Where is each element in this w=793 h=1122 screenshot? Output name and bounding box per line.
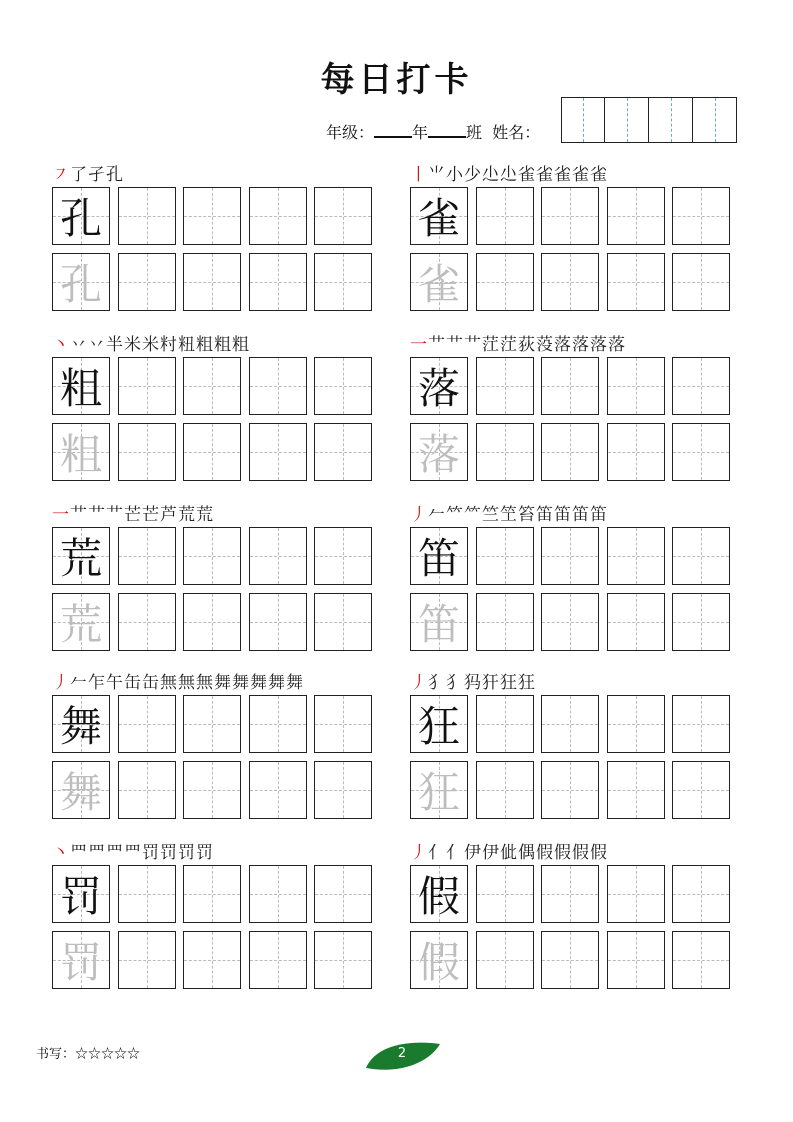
stroke-step: 艹 — [428, 335, 446, 355]
practice-cell[interactable] — [183, 593, 241, 651]
stroke-step: 粈 — [178, 335, 196, 355]
stroke-step: 艹 — [446, 335, 464, 355]
practice-cell[interactable] — [249, 761, 307, 819]
stroke-step: 犸 — [464, 673, 482, 693]
stroke-step: 雀 — [518, 165, 536, 185]
stroke-step: 粗 — [214, 335, 232, 355]
stroke-step: 亻 — [428, 843, 446, 863]
stroke-step: 艹 — [88, 505, 106, 525]
trace-cell — [52, 253, 110, 311]
student-info — [326, 120, 540, 143]
stroke-step: 雀 — [572, 165, 590, 185]
practice-cell[interactable] — [249, 187, 307, 245]
practice-cell[interactable] — [672, 423, 730, 481]
trace-character: 罚 — [59, 938, 102, 987]
stroke-order — [52, 330, 250, 355]
stroke-step: 丿 — [410, 505, 428, 525]
stroke-step: 丨 — [410, 165, 428, 185]
stroke-step: 孔 — [106, 165, 124, 185]
stroke-step: 尐 — [500, 165, 518, 185]
model-cell — [410, 527, 468, 585]
stroke-step: 芒 — [124, 505, 142, 525]
practice-cell[interactable] — [118, 187, 176, 245]
practice-cell[interactable] — [476, 187, 534, 245]
practice-cell[interactable] — [607, 253, 665, 311]
stroke-order — [410, 500, 608, 525]
stroke-order — [410, 160, 608, 185]
model-character: 假 — [417, 872, 460, 921]
practice-cell[interactable] — [183, 357, 241, 415]
trace-cell — [410, 253, 468, 311]
trace-character: 狂 — [417, 768, 460, 817]
stroke-step: 荒 — [178, 505, 196, 525]
stroke-step: 罒 — [88, 843, 106, 863]
stroke-step: 罒 — [106, 843, 124, 863]
stroke-step: 亻 — [446, 843, 464, 863]
page-number: 2 — [397, 1046, 407, 1061]
practice-cell[interactable] — [607, 187, 665, 245]
practice-cell[interactable] — [314, 695, 372, 753]
stroke-step: 佌 — [500, 843, 518, 863]
practice-cell[interactable] — [118, 593, 176, 651]
stroke-step: 罚 — [160, 843, 178, 863]
stroke-step: 缶 — [142, 673, 160, 693]
trace-character: 粗 — [59, 430, 102, 479]
stroke-step: 犴 — [482, 673, 500, 693]
trace-character: 荒 — [59, 600, 102, 649]
practice-cell[interactable] — [672, 187, 730, 245]
practice-cell[interactable] — [183, 695, 241, 753]
name-label: 姓名： — [492, 123, 541, 142]
practice-cell[interactable] — [314, 253, 372, 311]
practice-cell[interactable] — [672, 253, 730, 311]
practice-cell[interactable] — [541, 761, 599, 819]
trace-character: 笛 — [417, 600, 460, 649]
practice-cell[interactable] — [314, 423, 372, 481]
practice-cell[interactable] — [607, 761, 665, 819]
stroke-step: 舞 — [214, 673, 232, 693]
rating-stars[interactable]: ☆☆☆☆☆ — [75, 1047, 141, 1062]
stroke-step: 艹 — [106, 505, 124, 525]
stroke-step: 少 — [464, 165, 482, 185]
stroke-step: 缶 — [124, 673, 142, 693]
trace-cell — [52, 931, 110, 989]
stroke-step: 粗 — [196, 335, 214, 355]
stroke-step: 舞 — [250, 673, 268, 693]
stroke-step: 莈 — [536, 335, 554, 355]
practice-cell[interactable] — [183, 527, 241, 585]
practice-cell[interactable] — [314, 761, 372, 819]
name-box-cell[interactable] — [693, 97, 737, 143]
stroke-step: 雀 — [536, 165, 554, 185]
stroke-step: ⺌ — [428, 165, 446, 185]
trace-character: 假 — [417, 938, 460, 987]
practice-cell[interactable] — [607, 593, 665, 651]
stroke-step: 笛 — [572, 505, 590, 525]
trace-cell — [52, 423, 110, 481]
trace-cell — [410, 931, 468, 989]
model-cell — [52, 527, 110, 585]
practice-cell[interactable] — [607, 527, 665, 585]
stroke-step: 罒 — [70, 843, 88, 863]
stroke-step: 尐 — [482, 165, 500, 185]
stroke-step: 假 — [536, 843, 554, 863]
stroke-step: 丿 — [410, 673, 428, 693]
stroke-step: 笁 — [500, 505, 518, 525]
model-cell — [52, 357, 110, 415]
practice-cell[interactable] — [672, 357, 730, 415]
stroke-step: 粗 — [232, 335, 250, 355]
practice-cell[interactable] — [183, 253, 241, 311]
stroke-step: 無 — [160, 673, 178, 693]
stroke-step: 假 — [590, 843, 608, 863]
stroke-step: ㇇ — [52, 165, 70, 185]
stroke-step: 芦 — [160, 505, 178, 525]
stroke-step: 乍 — [88, 673, 106, 693]
stroke-step: 罚 — [178, 843, 196, 863]
practice-cell[interactable] — [476, 761, 534, 819]
stroke-step: 𠂉 — [428, 505, 446, 525]
model-character: 狂 — [417, 702, 460, 751]
writing-label: 书写： — [36, 1047, 76, 1062]
practice-cell[interactable] — [249, 695, 307, 753]
practice-cell[interactable] — [476, 423, 534, 481]
practice-cell[interactable] — [249, 253, 307, 311]
stroke-step: 孑 — [88, 165, 106, 185]
stroke-step: 狂 — [500, 673, 518, 693]
trace-character: 孔 — [59, 260, 102, 309]
stroke-step: 舞 — [232, 673, 250, 693]
stroke-order — [410, 668, 536, 693]
stroke-order — [52, 838, 214, 863]
stroke-step: 茳 — [500, 335, 518, 355]
stroke-step: 米 — [124, 335, 142, 355]
model-character: 孔 — [59, 194, 102, 243]
model-cell — [52, 187, 110, 245]
practice-cell[interactable] — [249, 593, 307, 651]
practice-cell[interactable] — [314, 357, 372, 415]
stroke-order — [52, 160, 124, 185]
stroke-step: 舞 — [268, 673, 286, 693]
practice-cell[interactable] — [183, 187, 241, 245]
stroke-step: 籿 — [160, 335, 178, 355]
stroke-step: 𠂉 — [70, 673, 88, 693]
stroke-step: 了 — [70, 165, 88, 185]
stroke-order — [410, 838, 608, 863]
practice-cell[interactable] — [541, 527, 599, 585]
practice-cell[interactable] — [672, 761, 730, 819]
grade-label: 年级： — [326, 123, 375, 142]
stroke-step: 笛 — [554, 505, 572, 525]
practice-cell[interactable] — [607, 357, 665, 415]
practice-cell[interactable] — [541, 931, 599, 989]
practice-cell[interactable] — [314, 187, 372, 245]
practice-cell[interactable] — [672, 527, 730, 585]
practice-cell[interactable] — [541, 865, 599, 923]
practice-cell[interactable] — [314, 931, 372, 989]
practice-cell[interactable] — [607, 865, 665, 923]
practice-cell[interactable] — [672, 865, 730, 923]
model-cell — [410, 865, 468, 923]
practice-cell[interactable] — [249, 931, 307, 989]
model-character: 罚 — [59, 872, 102, 921]
stroke-step: 艹 — [464, 335, 482, 355]
stroke-step: 無 — [178, 673, 196, 693]
stroke-step: 半 — [106, 335, 124, 355]
stroke-order — [52, 500, 214, 525]
stroke-step: 一 — [410, 335, 428, 355]
stroke-step: 荒 — [196, 505, 214, 525]
name-box-cell[interactable] — [561, 97, 605, 143]
practice-cell[interactable] — [118, 865, 176, 923]
practice-cell[interactable] — [118, 761, 176, 819]
stroke-step: 罚 — [196, 843, 214, 863]
practice-cell[interactable] — [249, 527, 307, 585]
stroke-order — [52, 668, 304, 693]
trace-cell — [410, 761, 468, 819]
practice-cell[interactable] — [118, 357, 176, 415]
stroke-step: ⺮ — [464, 505, 482, 525]
practice-cell[interactable] — [541, 253, 599, 311]
stroke-step: 丶 — [52, 335, 70, 355]
stroke-step: 假 — [554, 843, 572, 863]
trace-character: 舞 — [59, 768, 102, 817]
practice-cell[interactable] — [541, 593, 599, 651]
name-box-cell[interactable] — [649, 97, 693, 143]
practice-cell[interactable] — [183, 931, 241, 989]
class-blank[interactable] — [428, 122, 466, 138]
practice-cell[interactable] — [607, 695, 665, 753]
practice-cell[interactable] — [183, 761, 241, 819]
practice-cell[interactable] — [476, 695, 534, 753]
class-label: 班 — [466, 123, 483, 142]
stroke-step: 落 — [590, 335, 608, 355]
stroke-step: 犭 — [446, 673, 464, 693]
stroke-step: 丷 — [88, 335, 106, 355]
practice-cell[interactable] — [541, 187, 599, 245]
stroke-step: 落 — [608, 335, 626, 355]
practice-cell[interactable] — [118, 527, 176, 585]
model-cell — [410, 695, 468, 753]
practice-cell[interactable] — [672, 931, 730, 989]
name-boxes[interactable] — [561, 97, 737, 143]
stroke-step: 罚 — [142, 843, 160, 863]
practice-cell[interactable] — [249, 357, 307, 415]
stroke-step: 假 — [572, 843, 590, 863]
trace-character: 雀 — [417, 260, 460, 309]
stroke-step: 丶 — [52, 843, 70, 863]
stroke-step: 米 — [142, 335, 160, 355]
model-character: 落 — [417, 364, 460, 413]
practice-cell[interactable] — [476, 527, 534, 585]
stroke-step: 雀 — [554, 165, 572, 185]
stroke-step: 一 — [52, 505, 70, 525]
page-title: 每日打卡 — [320, 60, 473, 100]
stroke-step: 竺 — [482, 505, 500, 525]
model-cell — [52, 695, 110, 753]
stroke-step: 笛 — [536, 505, 554, 525]
practice-cell[interactable] — [118, 695, 176, 753]
stroke-step: 落 — [572, 335, 590, 355]
stroke-step: 狂 — [518, 673, 536, 693]
practice-cell[interactable] — [118, 931, 176, 989]
practice-cell[interactable] — [249, 865, 307, 923]
stroke-step: 伊 — [482, 843, 500, 863]
practice-cell[interactable] — [607, 423, 665, 481]
practice-cell[interactable] — [118, 423, 176, 481]
stroke-step: 無 — [196, 673, 214, 693]
writing-rating — [36, 1043, 140, 1062]
stroke-step: 丷 — [70, 335, 88, 355]
stroke-step: 芒 — [142, 505, 160, 525]
stroke-step: 舞 — [286, 673, 304, 693]
practice-cell[interactable] — [314, 527, 372, 585]
practice-cell[interactable] — [541, 695, 599, 753]
practice-cell[interactable] — [183, 865, 241, 923]
practice-cell[interactable] — [476, 593, 534, 651]
year-label: 年 — [412, 123, 429, 142]
stroke-step: 丿 — [52, 673, 70, 693]
stroke-step: 丿 — [410, 843, 428, 863]
practice-cell[interactable] — [541, 357, 599, 415]
stroke-order — [410, 330, 626, 355]
practice-cell[interactable] — [249, 423, 307, 481]
practice-cell[interactable] — [541, 423, 599, 481]
model-character: 雀 — [417, 194, 460, 243]
practice-cell[interactable] — [607, 931, 665, 989]
grade-blank[interactable] — [374, 122, 412, 138]
stroke-step: 荻 — [518, 335, 536, 355]
practice-cell[interactable] — [476, 865, 534, 923]
trace-character: 落 — [417, 430, 460, 479]
stroke-step: 雀 — [590, 165, 608, 185]
practice-cell[interactable] — [314, 593, 372, 651]
model-character: 笛 — [417, 534, 460, 583]
stroke-step: 艹 — [70, 505, 88, 525]
trace-cell — [410, 423, 468, 481]
stroke-step: 罒 — [124, 843, 142, 863]
stroke-step: 𥫗 — [446, 505, 464, 525]
practice-cell[interactable] — [672, 593, 730, 651]
stroke-step: 偶 — [518, 843, 536, 863]
stroke-step: 笛 — [590, 505, 608, 525]
practice-cell[interactable] — [672, 695, 730, 753]
model-cell — [410, 187, 468, 245]
trace-cell — [52, 761, 110, 819]
practice-cell[interactable] — [476, 357, 534, 415]
trace-cell — [410, 593, 468, 651]
practice-cell[interactable] — [183, 423, 241, 481]
model-cell — [410, 357, 468, 415]
practice-cell[interactable] — [118, 253, 176, 311]
stroke-step: 笞 — [518, 505, 536, 525]
stroke-step: 犭 — [428, 673, 446, 693]
practice-cell[interactable] — [476, 931, 534, 989]
practice-cell[interactable] — [314, 865, 372, 923]
stroke-step: 茳 — [482, 335, 500, 355]
model-character: 舞 — [59, 702, 102, 751]
name-box-cell[interactable] — [605, 97, 649, 143]
practice-cell[interactable] — [476, 253, 534, 311]
model-character: 粗 — [59, 364, 102, 413]
stroke-step: 落 — [554, 335, 572, 355]
stroke-step: 小 — [446, 165, 464, 185]
model-cell — [52, 865, 110, 923]
model-character: 荒 — [59, 534, 102, 583]
stroke-step: 午 — [106, 673, 124, 693]
stroke-step: 伊 — [464, 843, 482, 863]
trace-cell — [52, 593, 110, 651]
